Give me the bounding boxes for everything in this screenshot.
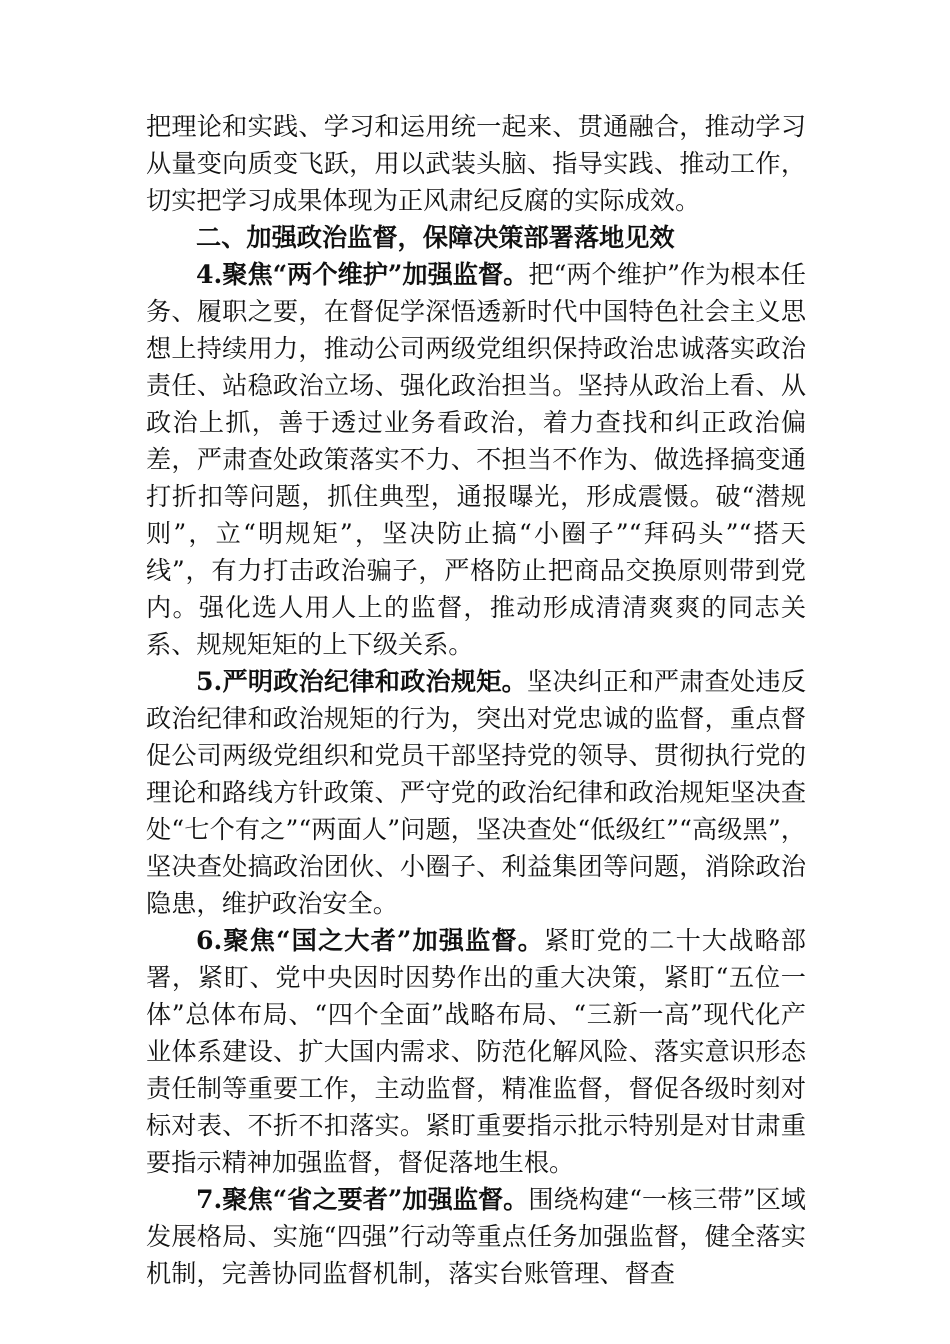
continuation-paragraph [146,108,806,219]
item-text: 围绕构建“一核三带”区域发展格局、实施“四强”行动等重点任务加强监督，健全落实机制，完善协同监督机制，落实台账管理、督查 [146,1185,806,1288]
item-text: 紧盯党的二十大战略部署，紧盯、党中央因时因势作出的重大决策，紧盯“五位一体”总体布局、“四个全面”战略布局、“三新一高”现代化产业体系建设、扩大国内需求、防范化解风险、落实意识形态责任制等重要工作，主动监督，精准监督，督促各级时刻对标对表、不折不扣落实。紧盯重要指示批示特别是对甘肃重要指示精神加强监督，督促落地生根。 [146,926,806,1177]
item-paragraph-4 [146,256,806,663]
item-paragraph-5 [146,663,806,922]
item-paragraph-6 [146,922,806,1181]
item-text: 把“两个维护”作为根本任务、履职之要，在督促学深悟透新时代中国特色社会主义思想上持续用力，推动公司两级党组织保持政治忠诚落实政治责任、站稳政治立场、强化政治担当。坚持从政治上看、从政治上抓，善于透过业务看政治，着力查找和纠正政治偏差，严肃查处政策落实不力、不担当不作为、做选择搞变通打折扣等问题，抓住典型，通报曝光，形成震慑。破“潜规则”，立“明规矩”，坚决防止搞“小圈子”“拜码头”“搭天线”，有力打击政治骗子，严格防止把商品交换原则带到党内。强化选人用人上的监督，推动形成清清爽爽的同志关系、规规矩矩的上下级关系。 [146,260,806,659]
item-lead: 6.聚焦“国之大者”加强监督。 [196,925,545,955]
section-heading: 二、加强政治监督，保障决策部署落地见效 [196,222,675,252]
item-paragraph-7 [146,1181,806,1292]
item-lead: 7.聚焦“省之要者”加强监督。 [196,1184,529,1214]
paragraph-text: 把理论和实践、学习和运用统一起来、贯通融合，推动学习从量变向质变飞跃，用以武装头脑、指导实践、推动工作，切实把学习成果体现为正风肃纪反腐的实际成效。 [146,112,806,215]
item-text: 坚决纠正和严肃查处违反政治纪律和政治规矩的行为，突出对党忠诚的监督，重点督促公司两级党组织和党员干部坚持党的领导、贯彻执行党的理论和路线方针政策、严守党的政治纪律和政治规矩坚决查处“七个有之”“两面人”问题，坚决查处“低级红”“高级黑”，坚决查处搞政治团伙、小圈子、利益集团等问题，消除政治隐患，维护政治安全。 [146,667,807,918]
item-lead: 4.聚焦“两个维护”加强监督。 [196,259,529,289]
document-body [146,108,806,1292]
item-lead: 5.严明政治纪律和政治规矩。 [196,666,528,696]
